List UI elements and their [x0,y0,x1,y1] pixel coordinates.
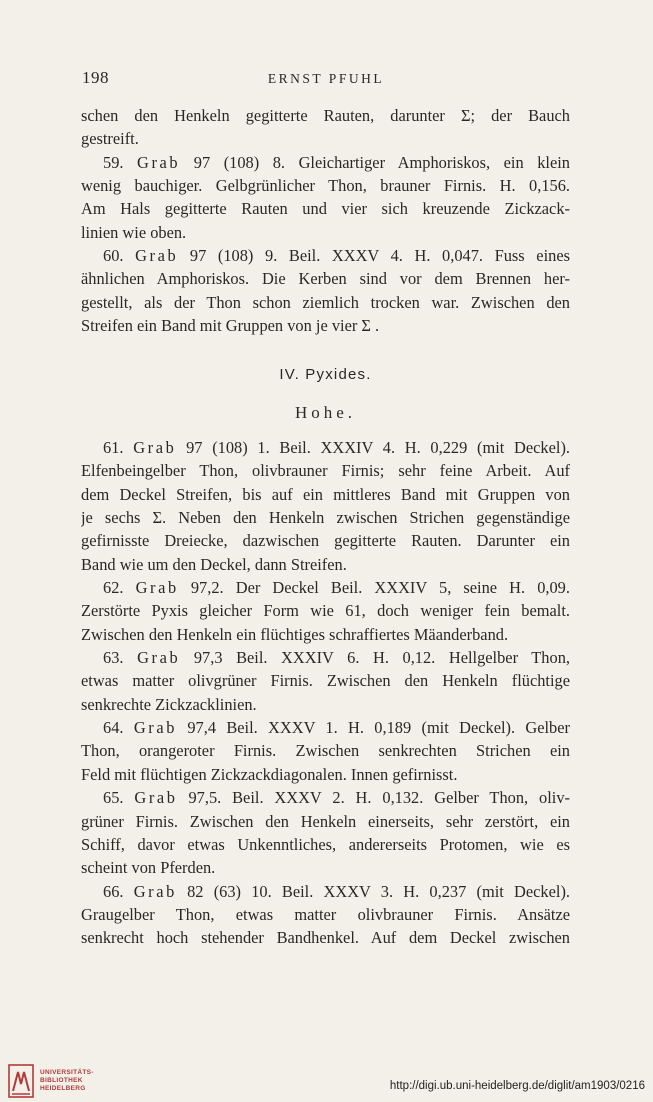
library-logo[interactable] [8,1064,118,1098]
text-block-upper [81,104,570,337]
text-line: senkrecht hoch stehender Bandhenkel. Auf dem Deckel zwischen [81,928,570,948]
footer [0,1060,653,1102]
text-line: gestellt, als der Thon schon ziemlich trocken war. Zwischen den [81,292,570,312]
text-line: wenig bauchiger. Gelbgrünlicher Thon, brauner Firnis. H. 0,156. [81,176,570,196]
grab-label: Grab [135,578,179,598]
text-line: Am Hals gegitterte Rauten und vier sich kreuzende Zickzack- [81,199,570,219]
university-seal-icon [8,1064,34,1098]
entry-60-first-line: 60. Grab 97 (108) 9. Beil. XXXV 4. H. 0,047. Fuss eines [103,246,570,266]
text-line: Zerstörte Pyxis gleicher Form wie 61, doch weniger fein bemalt. [81,601,570,621]
text-line: grüner Firnis. Zwischen den Henkeln einerseits, sehr zerstört, ein [81,811,570,831]
text-line: je sechs Σ. Neben den Henkeln zwischen Strichen gegenständige [81,508,570,528]
entry-63-first-line: 63. Grab 97,3 Beil. XXXIV 6. H. 0,12. Hellgelber Thon, [103,648,570,668]
entry-64-first-line: 64. Grab 97,4 Beil. XXXV 1. H. 0,189 (mit Deckel). Gelber [103,718,570,738]
text-line: dem Deckel Streifen, bis auf ein mittleres Band mit Gruppen von [81,484,570,504]
text-line: etwas matter olivgrüner Firnis. Zwischen den Henkeln flüchtige [81,671,570,691]
grab-label: Grab [134,788,178,808]
text-line: Band wie um den Deckel, dann Streifen. [81,554,347,574]
text-line: gestreift. [81,129,139,149]
text-line: schen den Henkeln gegitterte Rauten, darunter Σ; der Bauch [81,106,570,125]
text-line: Schiff, davor etwas Unkenntliches, andererseits Protomen, wie es [81,834,570,854]
text-block-lower [81,436,570,950]
text-line: Feld mit flüchtigen Zickzackdiagonalen. Innen gefirnisst. [81,764,458,784]
running-head: ERNST PFUHL [267,71,385,86]
page-header [82,68,570,90]
text-line: Graugelber Thon, etwas matter olivbrauner Firnis. Ansätze [81,904,570,924]
grab-label: Grab [137,648,181,668]
entry-66-first-line: 66. Grab 82 (63) 10. Beil. XXXV 3. H. 0,237 (mit Deckel). [103,881,570,901]
text-line: Elfenbeingelber Thon, olivbrauner Firnis; sehr feine Arbeit. Auf [81,461,570,481]
section-heading: IV. Pyxides. [279,366,372,383]
section-subheading: Hohe. [294,403,357,422]
text-line: Streifen ein Band mit Gruppen von je vier Σ . [81,316,380,336]
text-line: Thon, orangeroter Firnis. Zwischen senkrechten Strichen ein [81,741,570,761]
grab-label: Grab [135,246,179,266]
text-line: senkrechte Zickzacklinien. [81,694,257,714]
text-line: Zwischen den Henkeln ein flüchtiges schraffiertes Mäanderband. [81,624,509,644]
entry-59-first-line: 59. Grab 97 (108) 8. Gleichartiger Amphoriskos, ein klein [103,152,570,172]
grab-label: Grab [133,438,177,457]
entry-65-first-line: 65. Grab 97,5. Beil. XXXV 2. H. 0,132. Gelber Thon, oliv- [103,788,570,808]
text-line: scheint von Pferden. [81,858,216,878]
text-line: gefirnisste Dreiecke, dazwischen gegitterte Rauten. Darunter ein [81,531,570,551]
text-line: ähnlichen Amphoriskos. Die Kerben sind vor dem Brennen her- [81,269,570,289]
grab-label: Grab [137,152,181,172]
grab-label: Grab [133,718,177,738]
text-line: linien wie oben. [81,222,187,242]
page-number: 198 [82,68,109,87]
source-url-link[interactable]: http://digi.ub.uni-heidelberg.de/diglit/am1903/0216 [389,1080,645,1092]
entry-62-first-line: 62. Grab 97,2. Der Deckel Beil. XXXIV 5, seine H. 0,09. [103,578,570,598]
grab-label: Grab [133,881,177,901]
entry-61-first-line: 61. Grab 97 (108) 1. Beil. XXXIV 4. H. 0,229 (mit Deckel). [103,438,570,457]
library-logo-text: UNIVERSITÄTS- BIBLIOTHEK HEIDELBERG [40,1069,94,1092]
